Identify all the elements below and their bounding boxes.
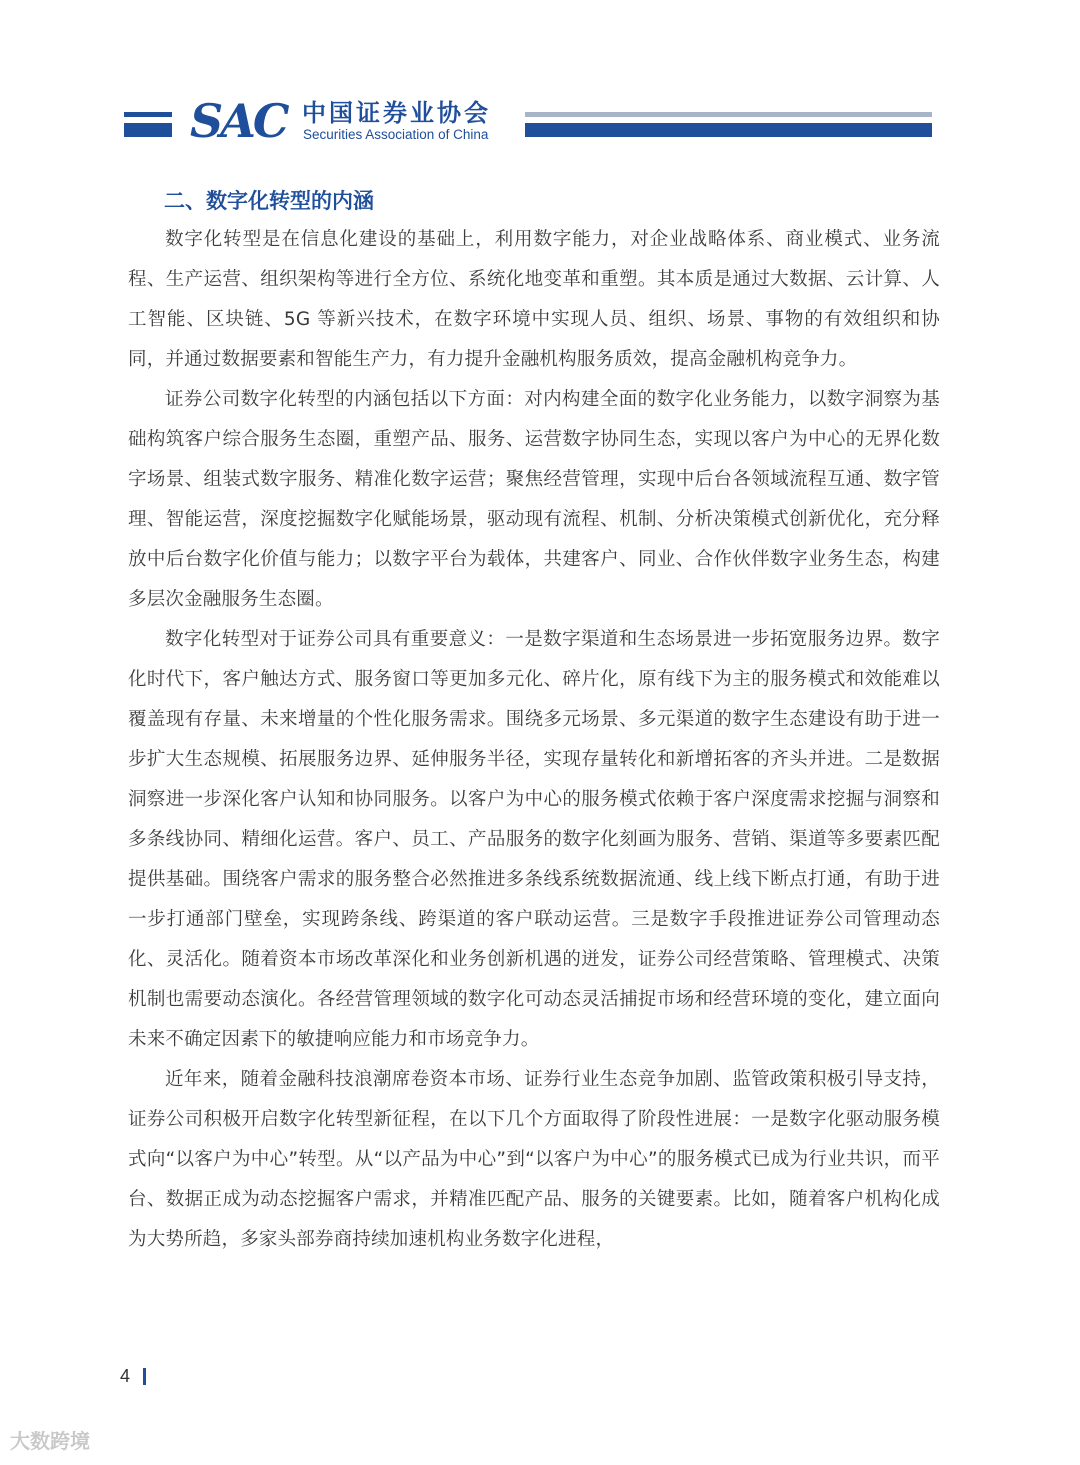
body-paragraph-1: 数字化转型是在信息化建设的基础上，利用数字能力，对企业战略体系、商业模式、业务流程、生产运营、组织架构等进行全方位、系统化地变革和重塑。其本质是通过大数据、云计算、人工智能、区块链、5G 等新兴技术，在数字环境中实现人员、组织、场景、事物的有效组织和协同，并通过数据要素和智能生产力，有力提升金融机构服务质效，提高金融机构竞争力。 xyxy=(128,229,940,370)
body-paragraph-2: 证券公司数字化转型的内涵包括以下方面：对内构建全面的数字化业务能力，以数字洞察为基础构筑客户综合服务生态圈，重塑产品、服务、运营数字协同生态，实现以客户为中心的无界化数字场景、组装式数字服务、精准化数字运营；聚焦经营管理，实现中后台各领域流程互通、数字管理、智能运营，深度挖掘数字化赋能场景，驱动现有流程、机制、分析决策模式创新优化，充分释放中后台数字化价值与能力；以数字平台为载体，共建客户、同业、合作伙伴数字业务生态，构建多层次金融服务生态圈。 xyxy=(128,389,940,610)
body-paragraph-4: 近年来，随着金融科技浪潮席卷资本市场、证券行业生态竞争加剧、监管政策积极引导支持，证券公司积极开启数字化转型新征程，在以下几个方面取得了阶段性进展：一是数字化驱动服务模式向“以客户为中心”转型。从“以产品为中心”到“以客户为中心”的服务模式已成为行业共识，而平台、数据正成为动态挖掘客户需求，并精准匹配产品、服务的关键要素。比如，随着客户机构化成为大势所趋，多家头部券商持续加速机构业务数字化进程， xyxy=(128,1069,940,1250)
page-header xyxy=(0,96,1080,146)
association-name-cn: 中国证券业协会 xyxy=(302,98,491,127)
page-number-divider xyxy=(143,1368,146,1385)
watermark: 大数跨境 xyxy=(10,1429,90,1453)
header-bar-left-thick xyxy=(124,123,172,137)
body-paragraph-3: 数字化转型对于证券公司具有重要意义：一是数字渠道和生态场景进一步拓宽服务边界。数字化时代下，客户触达方式、服务窗口等更加多元化、碎片化，原有线下为主的服务模式和效能难以覆盖现有存量、未来增量的个性化服务需求。围绕多元场景、多元渠道的数字生态建设有助于进一步扩大生态规模、拓展服务边界、延伸服务半径，实现存量转化和新增拓客的齐头并进。二是数据洞察进一步深化客户认知和协同服务。以客户为中心的服务模式依赖于客户深度需求挖掘与洞察和多条线协同、精细化运营。客户、员工、产品服务的数字化刻画为服务、营销、渠道等多要素匹配提供基础。围绕客户需求的服务整合必然推进多条线系统数据流通、线上线下断点打通，有助于进一步打通部门壁垒，实现跨条线、跨渠道的客户联动运营。三是数字手段推进证券公司管理动态化、灵活化。随着资本市场改革深化和业务创新机遇的迸发，证券公司经营策略、管理模式、决策机制也需要动态演化。各经营管理领域的数字化可动态灵活捕捉市场和经营环境的变化，建立面向未来不确定因素下的敏捷响应能力和市场竞争力。 xyxy=(128,629,940,1050)
header-bar-right-thick xyxy=(525,123,932,137)
header-bar-left-thin xyxy=(124,112,172,117)
page-content xyxy=(128,182,940,1260)
association-name-en: Securities Association of China xyxy=(303,127,489,142)
page-number: 4 xyxy=(120,1366,131,1386)
section-heading: 二、数字化转型的内涵 xyxy=(164,189,374,213)
header-bar-right-thin xyxy=(525,112,932,117)
sac-logo: SAC xyxy=(190,94,287,148)
